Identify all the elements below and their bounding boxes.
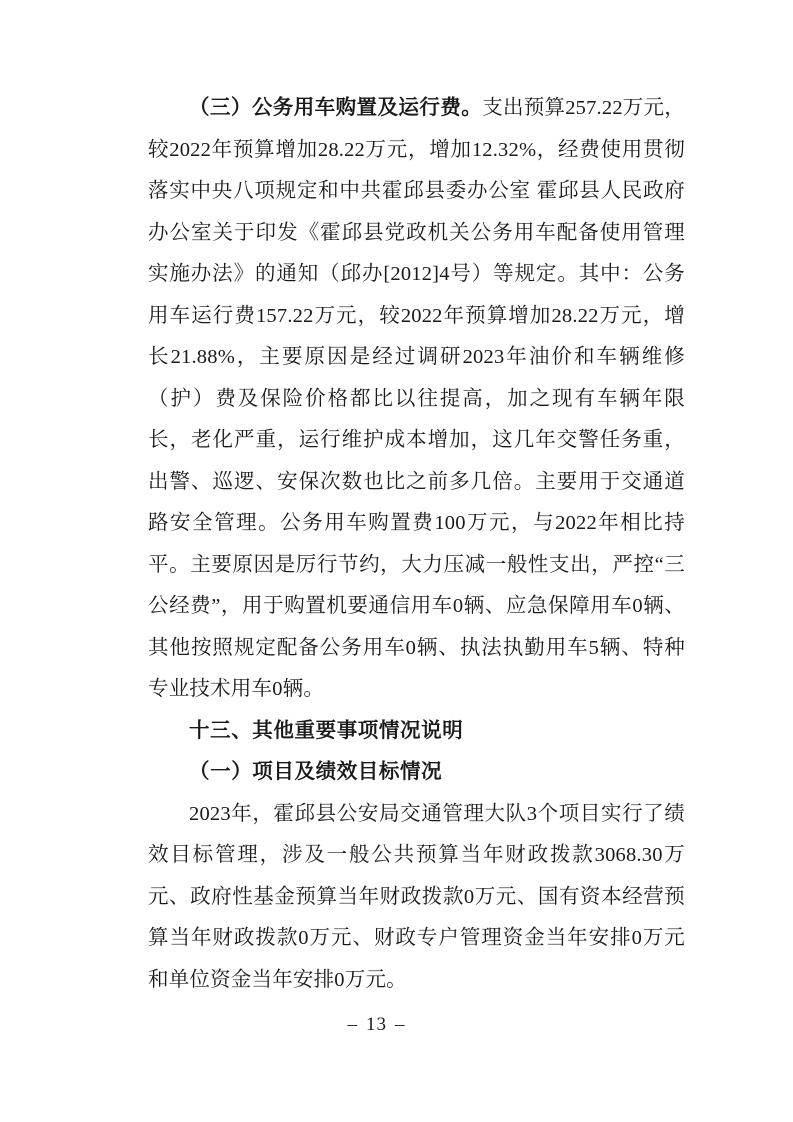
subsection-heading-project-performance: （一）项目及绩效目标情况 (189, 761, 443, 783)
paragraph-official-vehicle-expense (148, 88, 685, 711)
document-body (148, 88, 685, 1001)
section-heading-other-matters: 十三、其他重要事项情况说明 (189, 719, 464, 742)
page-number (0, 1014, 793, 1036)
page-number-value: 13 (366, 1014, 387, 1035)
paragraph-text: 支出预算257.22万元，较2022年预算增加28.22万元，增加12.32%，经费使用贯彻落实中央八项规定和中共霍邱县委办公室 霍邱县人民政府办公室关于印发《霍邱县党政机关公务用车配备使用管理实施办法》的通知（邱办[2012]4号）等规定。其中：公务用车运行费157.22万元，较2022年预算增加28.22万元，增长21.88%，主要原因是经过调研2023年油价和车辆维修（护）费及保险价格都比以往提高，加之现有车辆年限长，老化严重，运行维护成本增加，这几年交警任务重，出警、巡逻、安保次数也比之前多几倍。主要用于交通道路安全管理。公务用车购置费100万元，与2022年相比持平。主要原因是厉行节约，大力压减一般性支出，严控“三公经费”，用于购置机要通信用车0辆、应急保障用车0辆、其他按照规定配备公务用车0辆、执法执勤用车5辆、特种专业技术用车0辆。 (148, 97, 685, 700)
page-number-left-dash: – (347, 1014, 358, 1035)
paragraph-performance-target (148, 794, 685, 1002)
paragraph-lead-label: （三）公务用车购置及运行费。 (189, 97, 483, 119)
page-number-right-dash: – (395, 1014, 406, 1035)
paragraph-text: 2023年，霍邱县公安局交通管理大队3个项目实行了绩效目标管理，涉及一般公共预算当年财政拨款3068.30万元、政府性基金预算当年财政拨款0万元、国有资本经营预算当年财政拨款0万元、财政专户管理资金当年安排0万元和单位资金当年安排0万元。 (148, 802, 685, 991)
